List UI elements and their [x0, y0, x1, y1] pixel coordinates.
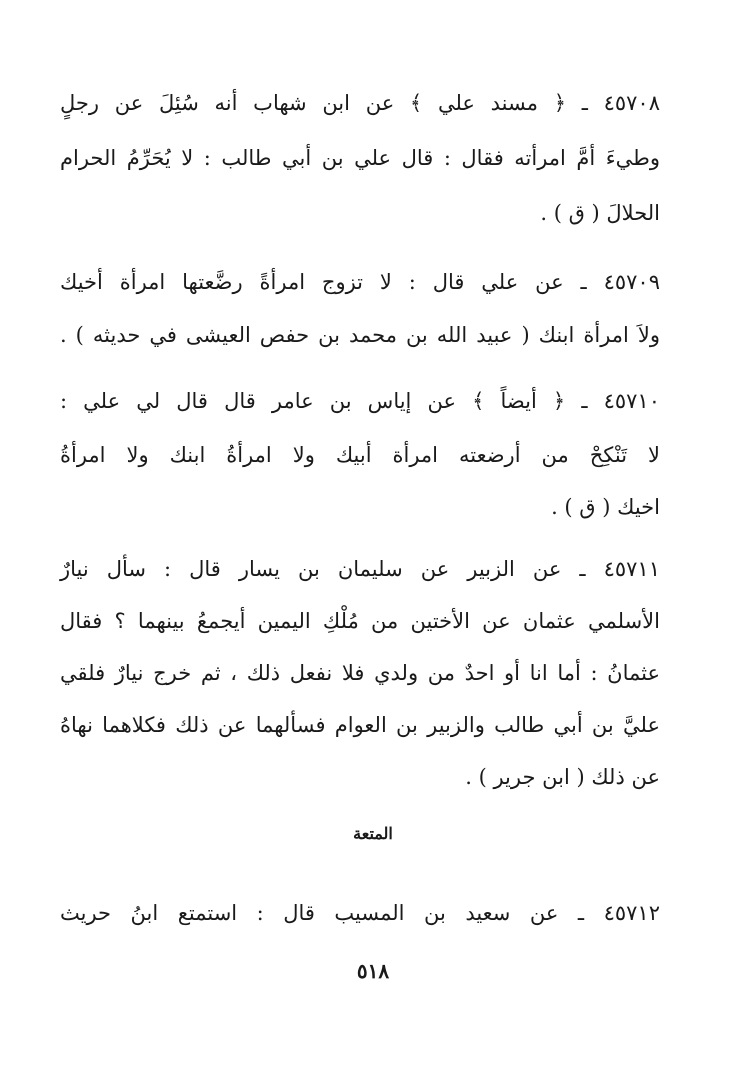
entry-45710-line-1: ٤٥٧١٠ ـ ﴿ أيضاً ﴾ عن إياس بن عامر قال قال لي علي : — [60, 389, 660, 413]
entry-45712-line-1: ٤٥٧١٢ ـ عن سعيد بن المسيب قال : استمتع ابنُ حريث — [60, 901, 660, 925]
entry-45708-line-2: وطيءَ أمَّ امرأته فقال : قال علي بن أبي طالب : لا يُحَرِّمُ الحرام — [60, 146, 660, 170]
entry-45708-line-1: ٤٥٧٠٨ ـ ﴿ مسند علي ﴾ عن ابن شهاب أنه سُئِلَ عن رجلٍ — [60, 91, 660, 115]
entry-45711-line-1: ٤٥٧١١ ـ عن الزبير عن سليمان بن يسار قال : سأل نيارٌ — [60, 557, 660, 581]
entry-45709-line-1: ٤٥٧٠٩ ـ عن علي قال : لا تزوج امرأةً رضَّعتها امرأة أخيك — [60, 270, 660, 294]
entry-45709-line-2: ولاَ امرأة ابنك ( عبيد الله بن محمد بن حفص العيشى في حديثه ) . — [60, 323, 660, 347]
entry-45711-line-5: عن ذلك ( ابن جرير ) . — [465, 765, 660, 789]
entry-45711-line-3: عثمانُ : أما انا أو احدٌ من ولدي فلا نفعل ذلك ، ثم خرج نيارٌ فلقي — [60, 661, 660, 685]
page-number: ٥١٨ — [356, 959, 390, 983]
entry-45708-line-3: الحلالَ ( ق ) . — [540, 201, 660, 225]
entry-45710-line-2: لا تَنْكِحْ من أرضعته امرأة أبيك ولا امرأةُ ابنك ولا امرأةُ — [60, 443, 660, 467]
entry-45710-line-3: اخيك ( ق ) . — [551, 495, 660, 519]
entry-45711-line-4: عليَّ بن أبي طالب والزبير بن العوام فسألهما عن ذلك فكلاهما نهاهُ — [60, 713, 660, 737]
entry-45711-line-2: الأسلمي عثمان عن الأختين من مُلْكِ اليمين أيجمعُ بينهما ؟ فقال — [60, 609, 660, 633]
section-heading: المتعة — [353, 824, 393, 843]
